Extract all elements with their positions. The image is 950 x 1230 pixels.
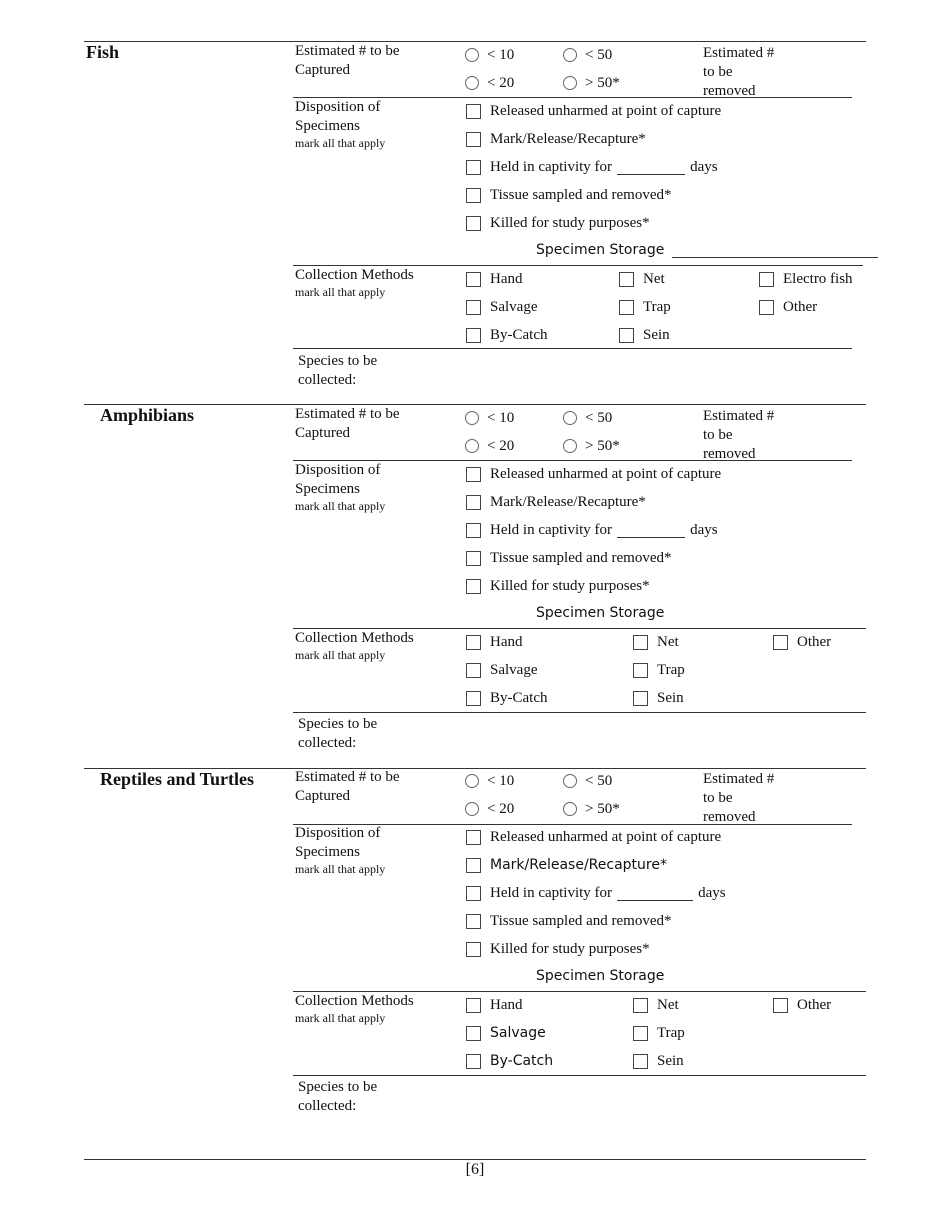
specimen-storage[interactable]: Specimen Storage: [536, 242, 878, 258]
checkbox-icon[interactable]: [466, 1026, 481, 1041]
methods-label: Collection Methods mark all that apply: [295, 993, 414, 1025]
checkbox-killed[interactable]: Killed for study purposes*: [466, 214, 650, 232]
checkbox-icon[interactable]: [466, 1054, 481, 1069]
checkbox-held-captivity[interactable]: Held in captivity for days: [466, 158, 718, 176]
section-top-rule: [84, 41, 866, 42]
checkbox-icon[interactable]: [466, 635, 481, 650]
checkbox-electro-fish[interactable]: Electro fish: [759, 270, 853, 288]
checkbox-icon[interactable]: [633, 635, 648, 650]
checkbox-icon[interactable]: [466, 160, 481, 175]
estimate-label: Estimated # to be Captured: [295, 43, 400, 78]
checkbox-trap[interactable]: Trap: [619, 298, 671, 316]
footer-rule: [84, 1159, 866, 1160]
checkbox-held-captivity[interactable]: Held in captivity for days: [466, 884, 726, 902]
checkbox-trap[interactable]: Trap: [633, 661, 685, 679]
checkbox-mark-release[interactable]: Mark/Release/Recapture*: [466, 130, 646, 148]
radio-lt10[interactable]: < 10: [465, 46, 514, 64]
checkbox-icon[interactable]: [466, 495, 481, 510]
methods-label: Collection Methods mark all that apply: [295, 630, 414, 662]
estimate-label: Estimated # to be Captured: [295, 406, 400, 441]
radio-gt50[interactable]: > 50*: [563, 74, 620, 92]
checkbox-net[interactable]: Net: [619, 270, 665, 288]
checkbox-held-captivity[interactable]: Held in captivity for days: [466, 521, 718, 539]
species-label: Species to be collected:: [298, 353, 378, 388]
specimen-storage: Specimen Storage: [536, 605, 665, 621]
checkbox-icon[interactable]: [466, 328, 481, 343]
radio-circle-icon[interactable]: [563, 48, 577, 62]
species-label: Species to be collected:: [298, 716, 378, 751]
radio-lt20[interactable]: < 20: [465, 800, 514, 818]
checkbox-icon[interactable]: [633, 998, 648, 1013]
checkbox-icon[interactable]: [759, 272, 774, 287]
checkbox-hand[interactable]: Hand: [466, 270, 523, 288]
radio-circle-icon[interactable]: [465, 48, 479, 62]
checkbox-tissue[interactable]: Tissue sampled and removed*: [466, 549, 672, 567]
section-title: Amphibians: [100, 405, 195, 425]
days-blank[interactable]: [617, 160, 685, 175]
checkbox-icon[interactable]: [466, 272, 481, 287]
checkbox-released[interactable]: Released unharmed at point of capture: [466, 102, 721, 120]
checkbox-icon[interactable]: [466, 830, 481, 845]
checkbox-hand[interactable]: Hand: [466, 996, 523, 1014]
checkbox-other[interactable]: Other: [759, 298, 817, 316]
checkbox-icon[interactable]: [466, 551, 481, 566]
radio-circle-icon[interactable]: [563, 76, 577, 90]
checkbox-icon[interactable]: [633, 663, 648, 678]
radio-lt50[interactable]: < 50: [563, 409, 612, 427]
methods-label: Collection Methods mark all that apply: [295, 267, 414, 299]
checkbox-released[interactable]: Released unharmed at point of capture: [466, 465, 721, 483]
checkbox-sein[interactable]: Sein: [619, 326, 670, 344]
disposition-label: Disposition of Specimens mark all that apply: [295, 99, 386, 150]
days-blank[interactable]: [617, 886, 693, 901]
radio-gt50[interactable]: > 50*: [563, 437, 620, 455]
radio-circle-icon[interactable]: [465, 774, 479, 788]
checkbox-icon[interactable]: [466, 300, 481, 315]
days-blank[interactable]: [617, 523, 685, 538]
checkbox-icon[interactable]: [619, 272, 634, 287]
checkbox-icon[interactable]: [633, 1026, 648, 1041]
checkbox-sein[interactable]: Sein: [633, 1052, 684, 1070]
checkbox-by-catch[interactable]: By-Catch: [466, 1052, 553, 1070]
estimate-label: Estimated # to be Captured: [295, 769, 400, 804]
checkbox-trap[interactable]: Trap: [633, 1024, 685, 1042]
radio-lt20[interactable]: < 20: [465, 437, 514, 455]
checkbox-by-catch[interactable]: By-Catch: [466, 689, 548, 707]
checkbox-icon[interactable]: [759, 300, 774, 315]
checkbox-icon[interactable]: [466, 914, 481, 929]
checkbox-icon[interactable]: [633, 1054, 648, 1069]
estimate-removed-label: Estimated # to be removed: [703, 408, 775, 462]
radio-lt50[interactable]: < 50: [563, 772, 612, 790]
row-rule: [293, 348, 852, 349]
checkbox-icon[interactable]: [466, 132, 481, 147]
checkbox-tissue[interactable]: Tissue sampled and removed*: [466, 186, 672, 204]
species-label: Species to be collected:: [298, 1079, 378, 1114]
checkbox-other[interactable]: Other: [773, 996, 831, 1014]
checkbox-other[interactable]: Other: [773, 633, 831, 651]
checkbox-icon[interactable]: [466, 467, 481, 482]
checkbox-released[interactable]: Released unharmed at point of capture: [466, 828, 721, 846]
checkbox-icon[interactable]: [466, 858, 481, 873]
radio-lt10[interactable]: < 10: [465, 772, 514, 790]
checkbox-mark-release[interactable]: Mark/Release/Recapture*: [466, 856, 667, 874]
checkbox-mark-release[interactable]: Mark/Release/Recapture*: [466, 493, 646, 511]
checkbox-icon[interactable]: [466, 579, 481, 594]
radio-circle-icon[interactable]: [465, 439, 479, 453]
checkbox-icon[interactable]: [773, 635, 788, 650]
checkbox-net[interactable]: Net: [633, 633, 679, 651]
checkbox-icon[interactable]: [466, 691, 481, 706]
estimate-removed-label: Estimated # to be removed: [703, 45, 775, 99]
radio-circle-icon[interactable]: [465, 76, 479, 90]
checkbox-salvage[interactable]: Salvage: [466, 1024, 546, 1042]
page-number: [6]: [465, 1161, 485, 1178]
checkbox-net[interactable]: Net: [633, 996, 679, 1014]
radio-circle-icon[interactable]: [563, 439, 577, 453]
checkbox-icon[interactable]: [466, 663, 481, 678]
section-title: Reptiles and Turtles: [100, 769, 255, 789]
checkbox-icon[interactable]: [466, 104, 481, 119]
checkbox-salvage[interactable]: Salvage: [466, 298, 537, 316]
disposition-label: Disposition of Specimens mark all that apply: [295, 462, 386, 513]
checkbox-icon[interactable]: [466, 188, 481, 203]
checkbox-hand[interactable]: Hand: [466, 633, 523, 651]
radio-lt20[interactable]: < 20: [465, 74, 514, 92]
radio-circle-icon[interactable]: [563, 802, 577, 816]
checkbox-icon[interactable]: [633, 691, 648, 706]
checkbox-killed[interactable]: Killed for study purposes*: [466, 940, 650, 958]
radio-lt50[interactable]: < 50: [563, 46, 612, 64]
checkbox-killed[interactable]: Killed for study purposes*: [466, 577, 650, 595]
checkbox-icon[interactable]: [619, 300, 634, 315]
radio-circle-icon[interactable]: [563, 411, 577, 425]
checkbox-icon[interactable]: [466, 998, 481, 1013]
radio-circle-icon[interactable]: [465, 411, 479, 425]
checkbox-sein[interactable]: Sein: [633, 689, 684, 707]
checkbox-icon[interactable]: [466, 942, 481, 957]
row-rule: [293, 712, 866, 713]
checkbox-tissue[interactable]: Tissue sampled and removed*: [466, 912, 672, 930]
checkbox-salvage[interactable]: Salvage: [466, 661, 537, 679]
row-rule: [293, 1075, 866, 1076]
checkbox-by-catch[interactable]: By-Catch: [466, 326, 548, 344]
radio-circle-icon[interactable]: [563, 774, 577, 788]
estimate-removed-label: Estimated # to be removed: [703, 771, 775, 825]
radio-gt50[interactable]: > 50*: [563, 800, 620, 818]
radio-lt10[interactable]: < 10: [465, 409, 514, 427]
section-top-rule: [84, 404, 866, 405]
specimen-storage: Specimen Storage: [536, 968, 665, 984]
checkbox-icon[interactable]: [619, 328, 634, 343]
radio-circle-icon[interactable]: [465, 802, 479, 816]
disposition-label: Disposition of Specimens mark all that apply: [295, 825, 386, 876]
checkbox-icon[interactable]: [773, 998, 788, 1013]
checkbox-icon[interactable]: [466, 886, 481, 901]
section-title: Fish: [86, 42, 120, 62]
checkbox-icon[interactable]: [466, 216, 481, 231]
storage-blank[interactable]: [672, 245, 878, 258]
checkbox-icon[interactable]: [466, 523, 481, 538]
